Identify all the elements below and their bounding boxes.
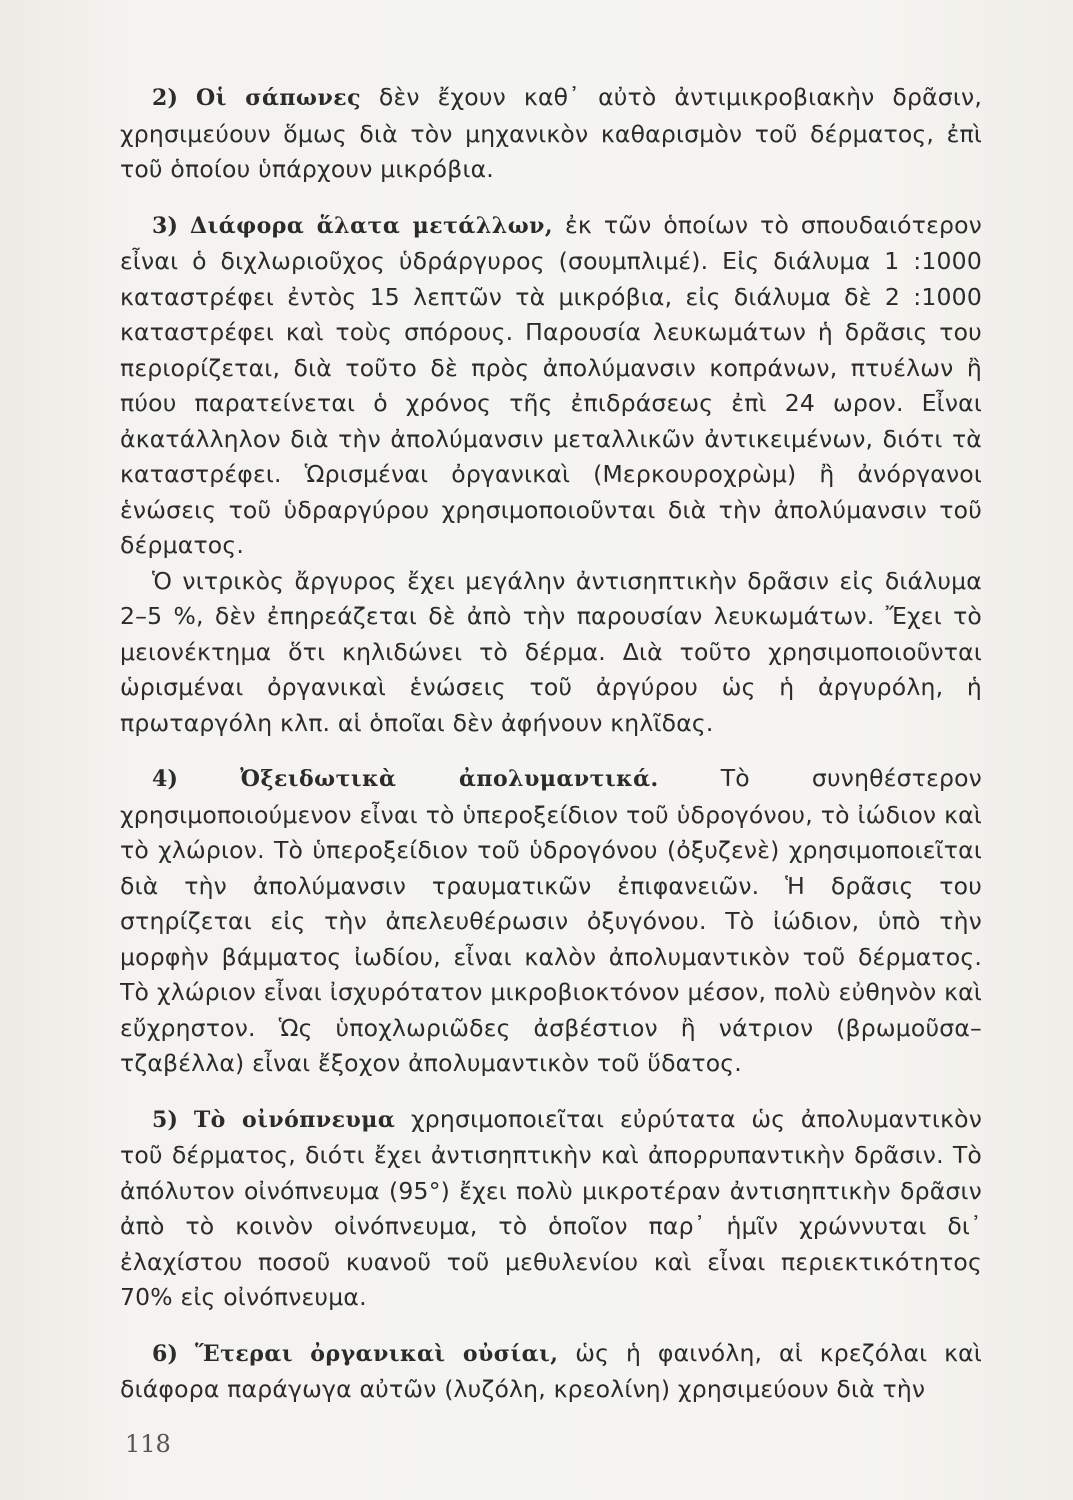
paragraph-metal-salts <box>120 208 982 564</box>
item-number: 4) <box>152 766 179 792</box>
paragraph-silver-nitrate <box>120 564 982 742</box>
paragraph-oxidizing <box>120 761 982 1082</box>
paragraph-organic <box>120 1336 982 1408</box>
item-number: 5) <box>152 1106 179 1133</box>
item-text: ὡς ἡ φαινόλη, αἱ κρεζόλαι καὶ διάφορα παράγωγα αὐτῶν (λυζόλη, κρεολίνη) χρησιμεύουν διὰ τὴν <box>120 1338 983 1403</box>
item-text: Ὁ νιτρικὸς ἄργυρος ἔχει μεγάλην ἀντισηπτικὴν δρᾶσιν εἰς διάλυμα 2–5 %, δὲν ἐπηρεάζεται δὲ ἀπὸ τὴν παρουσίαν λευκωμάτων. Ἔχει τὸ μειονέκτημα ὅτι κηλιδώνει τὸ δέρμα. Διὰ τοῦτο χρησιμοποιοῦνται ὡρισμέναι ὀργανικαὶ ἑνώσεις τοῦ ἀργύρου ὡς ἡ ἀργυρόλη, ἡ πρωταργόλη κλπ. αἱ ὁποῖαι δὲν ἀφήνουν κηλῖδας. <box>120 566 982 737</box>
item-number: 6) <box>152 1340 179 1367</box>
item-heading: Ἕτεραι ὀργανικαὶ οὐσίαι, <box>194 1340 559 1367</box>
paragraph-alcohol <box>120 1102 982 1316</box>
item-heading: Οἱ σάπωνες <box>196 85 361 111</box>
item-heading: Διάφορα ἅλατα μετάλλων, <box>190 212 554 239</box>
item-text: ἐκ τῶν ὁποίων τὸ σπουδαιότερον εἶναι ὁ διχλωριοῦχος ὑδράργυρος (σουμπλιμέ). Εἰς διάλυμα 1 :1000 καταστρέφει ἐντὸς 15 λεπτῶν τὰ μικρόβια, εἰς διάλυμα δὲ 2 :1000 καταστρέφει καὶ τοὺς σπόρους. Παρουσία λευκωμάτων ἡ δρᾶσις του περιορίζεται, διὰ τοῦτο δὲ πρὸς ἀπολύμανσιν κοπράνων, πτυέλων ἢ πύου παρατείνεται ὁ χρόνος τῆς ἐπιδράσεως ἐπὶ 24 ωρον. Εἶναι ἀκατάλληλον διὰ τὴν ἀπολύμανσιν μεταλλικῶν ἀντικειμένων, διότι τὰ καταστρέφει. Ὡρισμέναι ὀργανικαὶ (Μερκουροχρὼμ) ἢ ἀνόργανοι ἑνώσεις τοῦ ὑδραργύρου χρησιμοποιοῦνται διὰ τὴν ἀπολύμανσιν τοῦ δέρματος. <box>120 210 983 559</box>
item-text: Τὸ συνηθέστερον χρησιμοποιούμενον εἶναι τὸ ὑπεροξείδιον τοῦ ὑδρογόνου, τὸ ἰώδιον καὶ τὸ χλώριον. Τὸ ὑπεροξείδιον τοῦ ὑδρογόνου (ὀξυζενὲ) χρησιμοποιεῖται διὰ τὴν ἀπολύμανσιν τραυματικῶν ἐπιφανειῶν. Ἡ δρᾶσις του στηρίζεται εἰς τὴν ἀπελευθέρωσιν ὀξυγόνου. Τὸ ἰώδιον, ὑπὸ τὴν μορφὴν βάμματος ἰωδίου, εἶναι καλὸν ἀπολυμαντικὸν τοῦ δέρματος. Τὸ χλώριον εἶναι ἰσχυρότατον μικροβιοκτόνον μέσον, πολὺ εὐθηνὸν καὶ εὔχρηστον. Ὡς ὑποχλωριῶδες ἀσβέστιον ἢ νάτριον (βρωμοῦσα–τζαβέλλα) εἶναι ἔξοχον ἀπολυμαντικὸν τοῦ ὕδατος. <box>120 764 983 1077</box>
item-text: δὲν ἔχουν καθ᾽ αὐτὸ ἀντιμικροβιακὴν δρᾶσιν, χρησιμεύουν ὅμως διὰ τὸν μηχανικὸν καθαρισμὸν τοῦ δέρματος, ἐπὶ τοῦ ὁποίου ὑπάρχουν μικρόβια. <box>120 83 983 183</box>
item-heading: Ὀξειδωτικὰ ἀπολυμαντικά. <box>240 766 659 792</box>
item-number: 2) <box>152 85 179 111</box>
item-number: 3) <box>152 212 179 239</box>
paragraph-soaps <box>120 80 982 188</box>
page-number: 118 <box>125 1430 171 1458</box>
item-heading: Τὸ οἰνόπνευμα <box>193 1106 396 1133</box>
page-body <box>120 80 982 1408</box>
item-text: χρησιμοποιεῖται εὐρύτατα ὡς ἀπολυμαντικὸν τοῦ δέρματος, διότι ἔχει ἀντισηπτικὴν καὶ ἀπορρυπαντικὴν δρᾶσιν. Τὸ ἀπόλυτον οἰνόπνευμα (95°) ἔχει πολὺ μικροτέραν ἀντισηπτικὴν δρᾶσιν ἀπὸ τὸ κοινὸν οἰνόπνευμα, τὸ ὁποῖον παρ᾽ ἡμῖν χρώννυται δι᾽ ἐλαχίστου ποσοῦ κυανοῦ τοῦ μεθυλενίου καὶ εἶναι περιεκτικότητος 70% εἰς οἰνόπνευμα. <box>120 1104 983 1311</box>
